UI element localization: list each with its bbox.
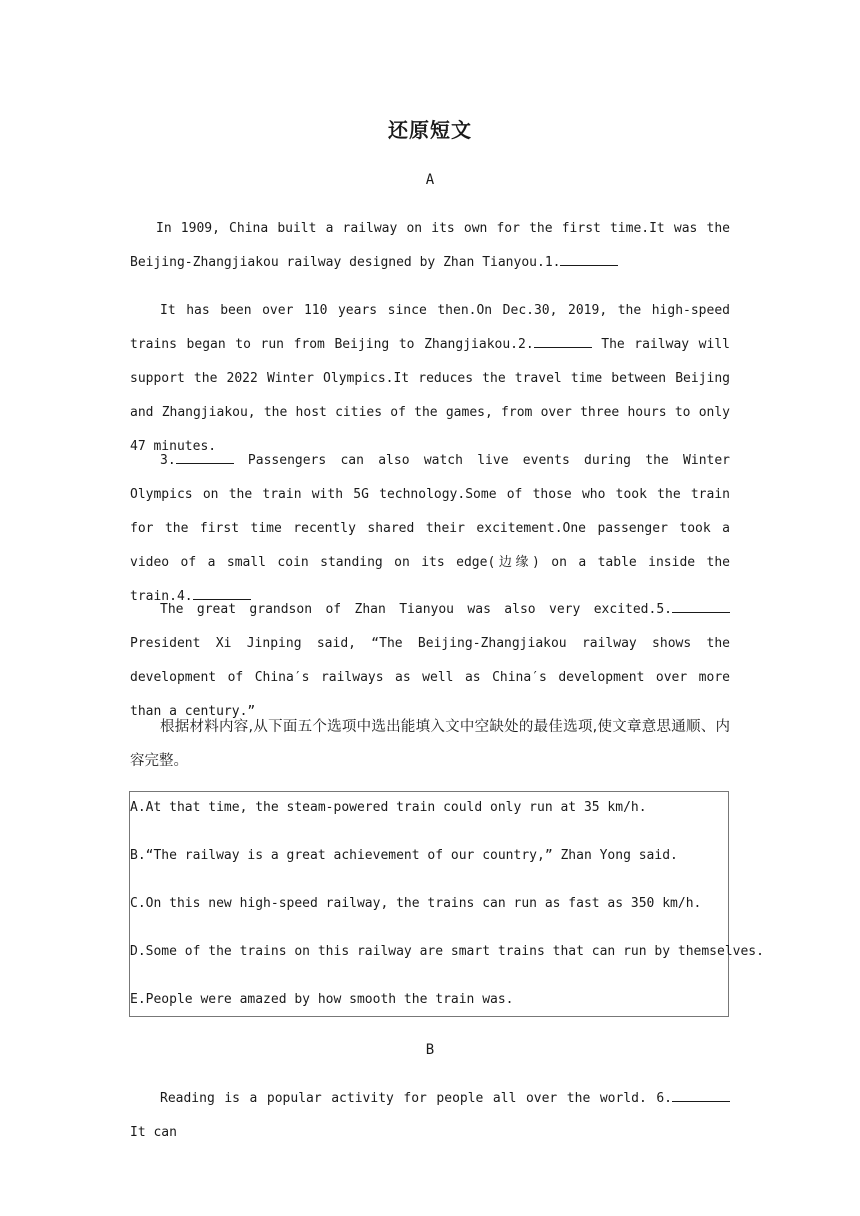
blank-number: 5. [656,602,672,617]
paragraph-b-1 [130,1082,730,1140]
answer-blank [672,600,730,613]
blank-number: 1. [544,255,561,270]
instruction-text: 根据材料内容,从下面五个选项中选出能填入文中空缺处的最佳选项,使文章意思通顺、内容完整。 [130,719,730,769]
options-box [129,791,764,1017]
blank-number: 6. [656,1091,672,1106]
answer-blank [672,1089,730,1102]
blank-number: 2. [518,337,534,352]
answer-blank [534,335,592,348]
paragraph-text: The railway will support the 2022 Winter Olympics.It reduces the travel time between Beijing and Zhangjiakou, the host cities of the games, from over three hours to only 47 minutes. [130,337,730,454]
paragraph-a-3 [130,444,730,614]
paragraph-text: Passengers can also watch live events during the Winter Olympics on the train with 5G technology.Some of those who took the train for the first time recently shared their excitement.One passenger took a video of a small coin standing on its edge(边缘) on a table inside the train.4. [130,453,730,604]
paragraph-text: President Xi Jinping said, “The Beijing-Zhangjiakou railway shows the development of China′s railways as well as China′s development over more than a century.” [130,636,730,719]
paragraph-a-4 [130,593,730,729]
paragraph-text: It has been over 110 years since then.On Dec.30, 2019, the high-speed trains began to run from Beijing to Zhangjiakou. [130,303,730,352]
option-a: A.At that time, the steam-powered train could only run at 35 km/h. [130,800,647,815]
paragraph-text: The great grandson of Zhan Tianyou was also very excited. [160,602,657,617]
page-title: 还原短文 [388,118,472,142]
blank-number: 3. [160,453,176,468]
section-b-heading: B [425,1042,435,1058]
option-e: E.People were amazed by how smooth the train was. [130,992,514,1007]
paragraph-text: In 1909, China built a railway on its own for the first time.It was the Beijing-Zhangjiakou railway designed by Zhan Tianyou. [130,221,730,270]
option-c: C.On this new high-speed railway, the trains can run as fast as 350 km/h. [130,896,702,911]
option-b: B.“The railway is a great achievement of our country,” Zhan Yong said. [130,848,678,863]
paragraph-a-1 [130,212,730,280]
paragraph-text: Reading is a popular activity for people all over the world. [160,1091,657,1106]
answer-blank [560,253,618,266]
section-a-heading: A [425,172,435,188]
option-d: D.Some of the trains on this railway are smart trains that can run by themselves. [130,944,764,959]
paragraph-text: It can [130,1125,177,1140]
paragraph-a-2 [130,294,730,464]
answer-blank [176,451,234,464]
